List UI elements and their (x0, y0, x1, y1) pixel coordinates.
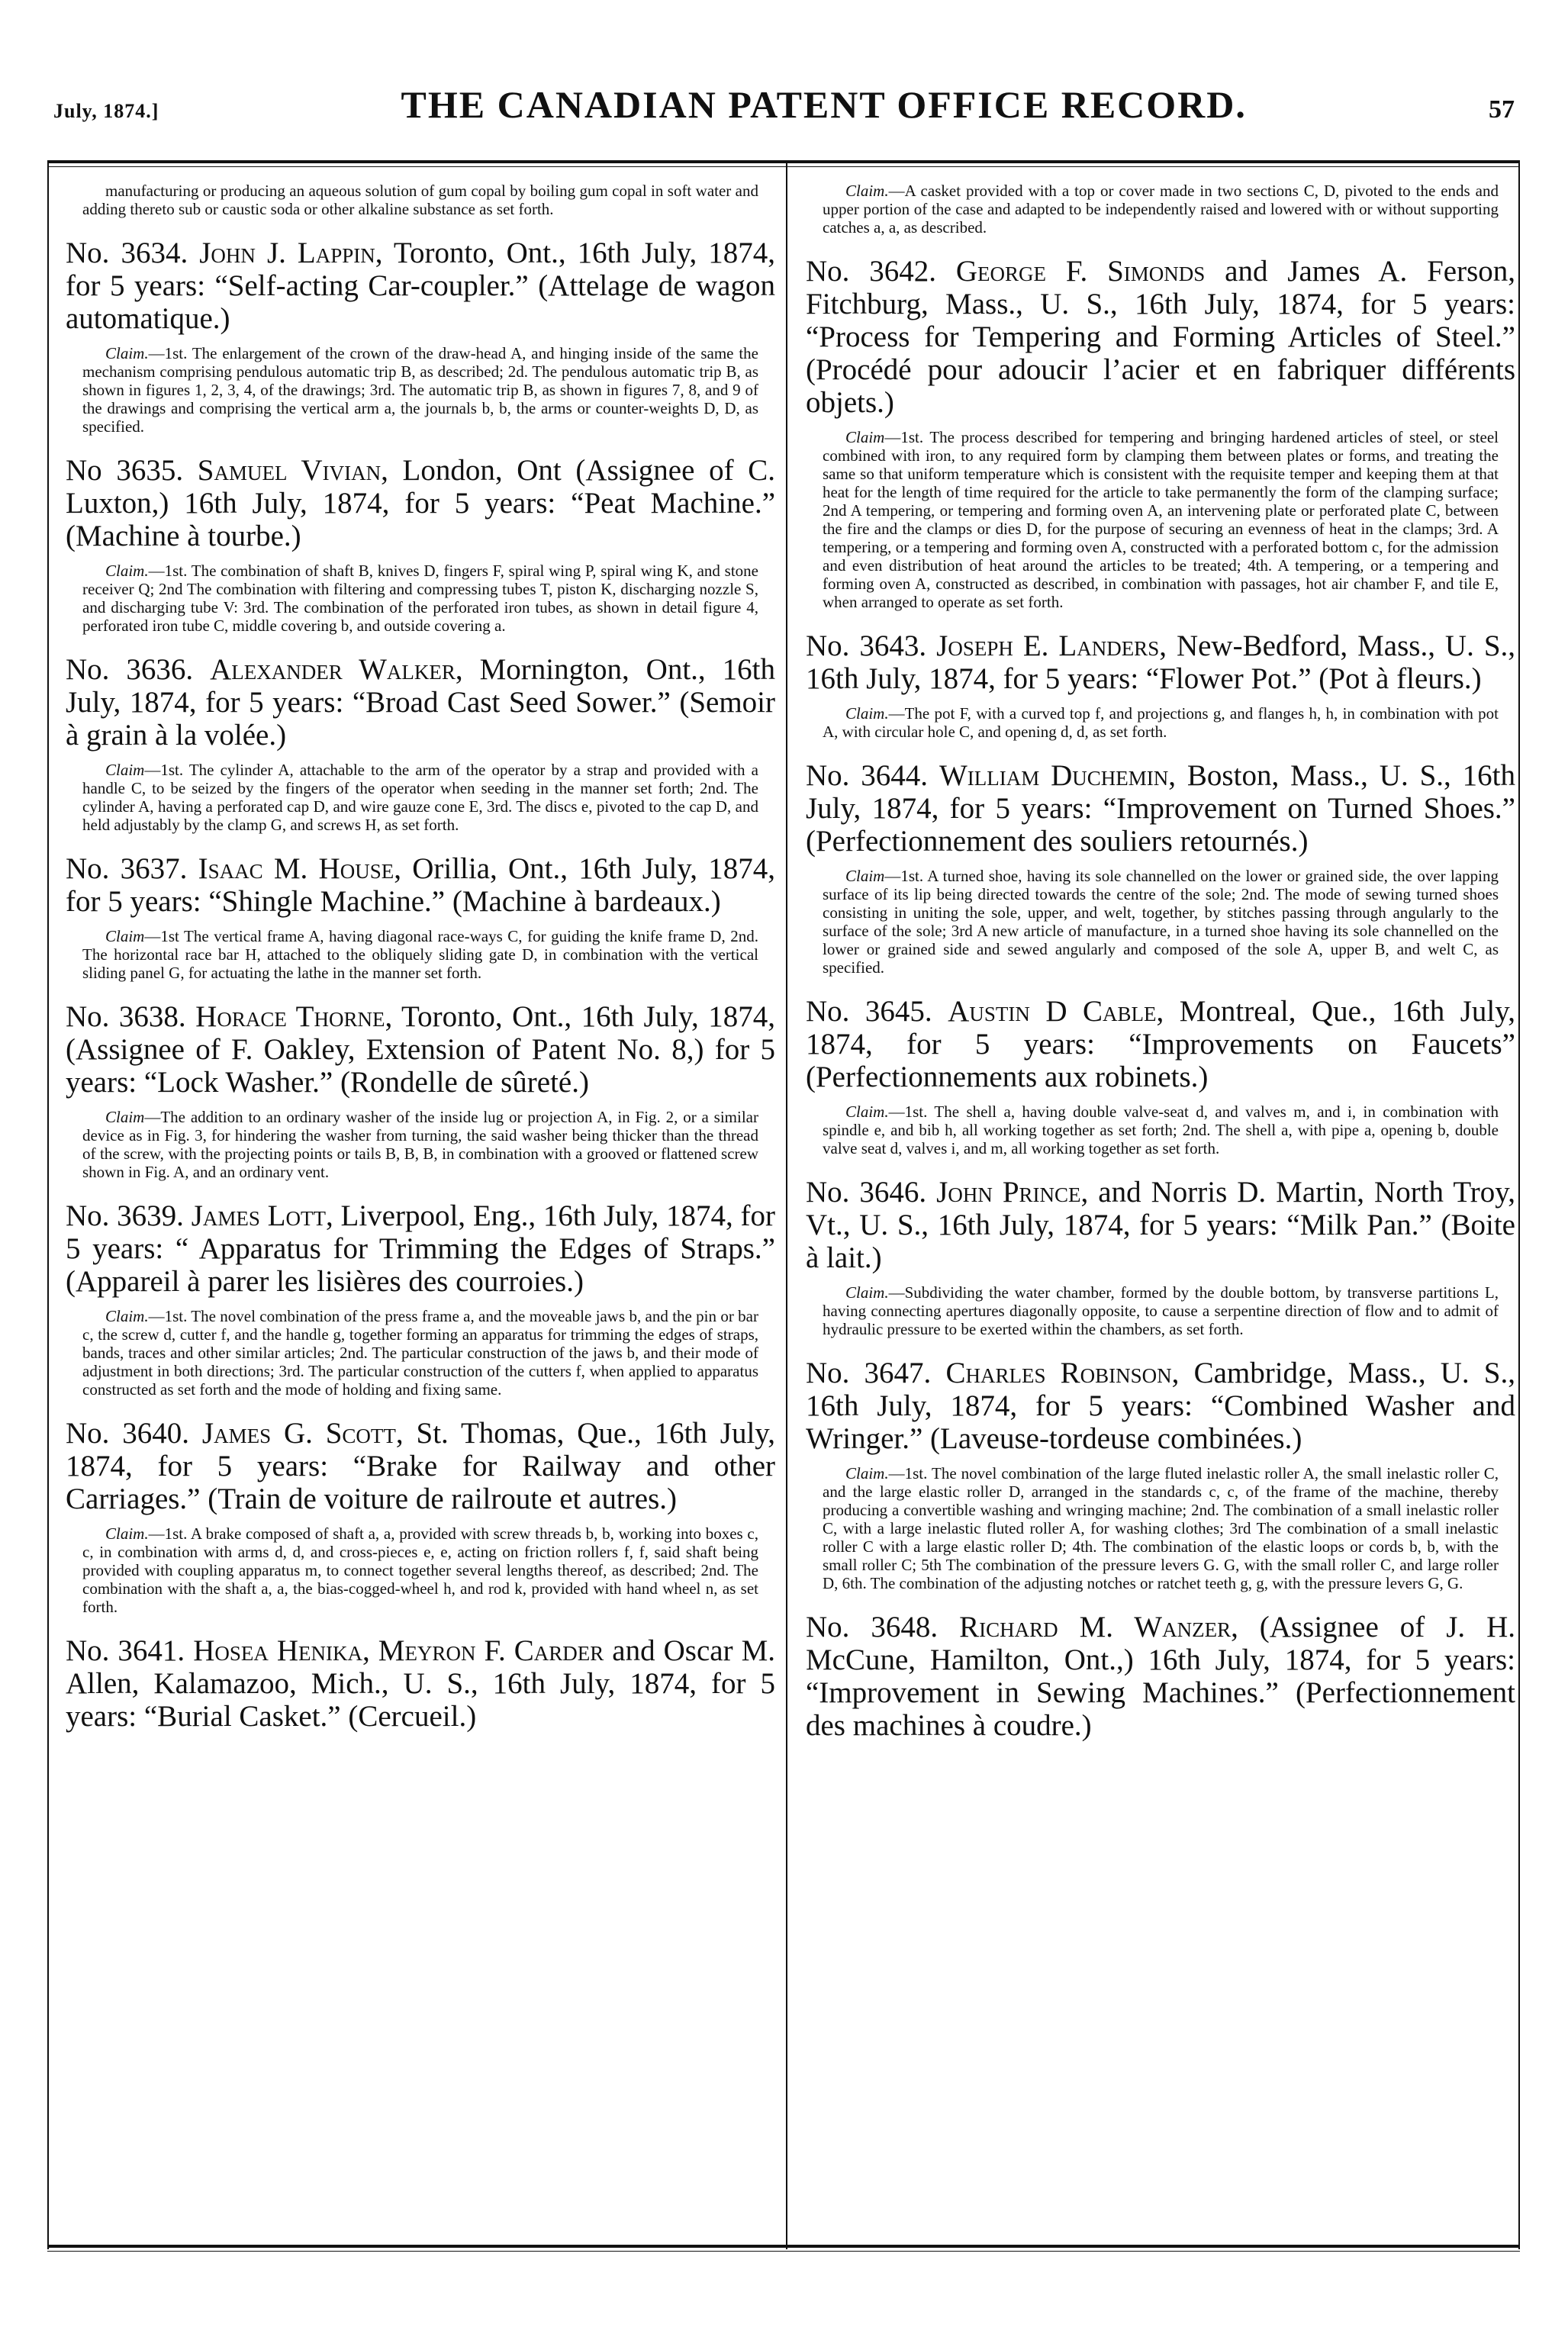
claim-text (66, 182, 775, 218)
patent-details: , Mornington, Ont., 16th July, 1874, for 5 years: “Broad Cast Seed Sower.” (Semoir à grain à la volée.) (66, 653, 775, 752)
patentee-name: John Prince (936, 1176, 1081, 1209)
patent-heading (806, 995, 1515, 1093)
patentee-name: Austin D Cable (948, 995, 1157, 1028)
claim-text (66, 1307, 775, 1399)
right-border (1518, 163, 1520, 2249)
left-border (47, 163, 49, 2249)
claim-label: Claim (845, 428, 885, 446)
claim-label: Claim. (845, 1103, 889, 1121)
patent-entry (806, 1611, 1515, 1742)
patent-details: , and Norris D. Martin, North Troy, Vt., U. S., 16th July, 1874, for 5 years: “Milk Pan.” (Boite à lait.) (806, 1176, 1515, 1274)
patent-entry (66, 1634, 775, 1733)
patentee-name: Horace Thorne (195, 1000, 385, 1033)
patent-heading (66, 1634, 775, 1733)
patentee-name: Hosea Henika, Meyron F. Carder (193, 1634, 604, 1667)
patent-number: No. 3638. (66, 1000, 186, 1033)
claim-label: Claim. (845, 704, 889, 723)
claim-label: Claim (105, 927, 145, 945)
patent-details: , Boston, Mass., U. S., 16th July, 1874, for 5 years: “Improvement on Turned Shoes.” (Perfectionnement des souliers retournés.) (806, 759, 1516, 858)
claim-text (806, 1103, 1515, 1157)
patentee-name: Isaac M. House (198, 852, 394, 885)
claim-text (806, 1464, 1515, 1592)
patent-number: No. 3643. (806, 629, 927, 662)
page-header (53, 82, 1515, 136)
claim-body: —1st. A brake composed of shaft a, a, provided with screw threads b, b, working into boxes c, c, in combination with arms d, d, and cross-pieces e, e, acting on friction rollers f, f, said shaft being provided with coupling apparatus m, to connect together several lengths thereof, as described; 2nd. The combination with the shaft a, a, the bias-cogged-wheel h, and rod k, provided with hand wheel n, as set forth. (82, 1524, 758, 1616)
claim-body: —1st. The enlargement of the crown of the draw-head A, and hinging inside of the same the mechanism comprising pendulous automatic trip B, as described; 2d. The pendulous automatic trip B, as shown in figures 1, 2, 3, 4, of the drawings; 3rd. The automatic trip B, as shown in figures 7, 8, and 9 of the drawings and comprising the vertical arm a, the journals b, b, the arms or counter-weights D, D, as specified. (82, 344, 758, 436)
patent-heading (66, 454, 775, 552)
patent-entry (66, 1000, 775, 1181)
patent-entry (806, 1176, 1515, 1338)
claim-text (66, 927, 775, 982)
claim-body: —A casket provided with a top or cover made in two sections C, D, pivoted to the ends and upper portion of the case and adapted to be independently raised and lowered with or without supporting catches a, a, as described. (823, 182, 1499, 237)
claim-body: —1st. The cylinder A, attachable to the arm of the operator by a strap and provided with a handle C, to be seized by the fingers of the operator when seeding in the manner set forth; 2nd. The cylinder A, having a perforated cap D, and wire gauze cone E, 3rd. The discs e, pivoted to the cap D, and held adjustably by the clamp G, and screws H, as set forth. (82, 761, 758, 834)
patentee-name: James G. Scott (201, 1417, 396, 1450)
patentee-name: William Duchemin (939, 759, 1169, 792)
patent-number: No. 3639. (66, 1199, 184, 1232)
claim-body: —Subdividing the water chamber, formed by the double bottom, by transverse partitions L, having connecting apertures diagonally opposite, to cause a serpentine direction of flow and to admit of hydraulic pressure to be exerted within the chambers, as set forth. (823, 1283, 1499, 1338)
bottom-rule (47, 2245, 1520, 2248)
patent-number: No. 3646. (806, 1176, 927, 1209)
patent-heading (66, 1417, 775, 1515)
column-divider (786, 163, 787, 2249)
patent-entry (66, 237, 775, 436)
patent-heading (806, 255, 1515, 419)
claim-text (806, 704, 1515, 741)
patentee-name: Alexander Walker (210, 653, 456, 686)
claim-body: —The pot F, with a curved top f, and projections g, and flanges h, h, in combination with pot A, with circular hole C, and opening d, d, as set forth. (823, 704, 1499, 741)
patent-entry (806, 759, 1515, 977)
patentee-name: George F. Simonds (955, 255, 1206, 288)
patent-heading (66, 653, 775, 752)
patent-heading (66, 237, 775, 335)
patent-heading (66, 852, 775, 918)
claim-body: —1st. The novel combination of the press frame a, and the moveable jaws b, and the pin or bar c, the screw d, cutter f, and the handle g, together forming an apparatus for trimming the edges of straps, bands, traces and other similar articles; 2nd. The particular construction of the jaws b, and their mode of adjustment in both directions; 3rd. The particular construction of the cutters f, when applied to apparatus constructed as set forth and the mode of holding and fixing same. (82, 1307, 758, 1399)
patent-entry (66, 1199, 775, 1399)
patent-number: No. 3647. (806, 1357, 932, 1389)
claim-body: —The addition to an ordinary washer of the inside lug or projection A, in Fig. 2, or a similar device as in Fig. 3, for hindering the washer from turning, the said washer being thicker than the thread of the screw, with the projecting points or tails B, B, B, in combination with a grooved or flattened screw shown in Fig. A, and an ordinary vent. (82, 1108, 758, 1181)
claim-body: —1st. The novel combination of the large fluted inelastic roller A, the small inelastic roller C, and the large elastic roller D, arranged in the standards c, c, of the frame of the machine, thereby producing a convertible washing and wringing machine; 2nd. The combination of a small inelastic roller C, with a large inelastic fluted roller A, for washing clothes; 3rd The combination of a small inelastic roller C with a large elastic roller D; 4th. The combination of the elastic loops or cords b, b, with the small roller C; 5th The combination of the pressure levers G. G, with the small roller C, and large roller D, 6th. The combination of the adjusting notches or ratchet teeth g, g, with the pressure levers G, G. (823, 1464, 1499, 1592)
claim-label: Claim (105, 1108, 145, 1126)
claim-body: —1st. A turned shoe, having its sole channelled on the lower or grained side, the over lapping surface of its lip being directed towards the centre of the sole; 2nd. The mode of sewing turned shoes consisting in uniting the sole, upper, and welt, together, by stitches passing through angularly to the surface of the sole; 3rd A new article of manufacture, in a turned shoe having its sole channelled on the lower or grained side and sewed angularly and composed of the sole A, upper B, and welt C, as specified. (823, 867, 1499, 977)
claim-label: Claim. (105, 1524, 149, 1543)
patent-details: , Liverpool, Eng., 16th July, 1874, for 5 years: “ Apparatus for Trimming the Edges of Straps.” (Appareil à parer les lisières des courroies.) (66, 1199, 776, 1298)
patent-number: No 3635. (66, 454, 184, 487)
claim-label: Claim. (105, 344, 149, 362)
claim-text (66, 344, 775, 436)
patent-entry (806, 995, 1515, 1157)
header-title: THE CANADIAN PATENT OFFICE RECORD. (401, 83, 1247, 126)
claim-label: Claim. (845, 1283, 889, 1302)
claim-body: —1st The vertical frame A, having diagonal race-ways C, for guiding the knife frame D, 2nd. The horizontal race bar H, attached to the obliquely sliding gate D, in combination with the vertical sliding panel G, for actuating the lathe in the manner set forth. (82, 927, 758, 982)
patentee-name: Joseph E. Landers (936, 629, 1160, 662)
claim-body: —1st. The process described for tempering and bringing hardened articles of steel, or steel combined with iron, to any required form by clamping them between plates or forms, and treating the same so that uniform temperature which is consistent with the requisite temper and keeping them at that heat for the length of time required for the article to take permanently the form of the clamping surface; 2nd A tempering, or tempering and forming oven A, an intervening plate or perforated plate C, between the fire and the clamps or dies D, for the purpose of securing an evenness of heat in the clamps; 3rd. A tempering, or a tempering and forming oven A, constructed with a perforated bottom c, for the admission and even distribution of heat around the articles to be treated; 4th. A tempering, or a tempering and forming oven A, constructed as described, in combination with passages, hot air chamber F, and tile E, when arranged to operate as set forth. (823, 428, 1499, 611)
patentee-name: James Lott (191, 1199, 326, 1232)
patent-details: and James A. Ferson, Fitchburg, Mass., U. S., 16th July, 1874, for 5 years: “Process for Tempering and Forming Articles of Steel.” (Procédé pour adoucir l’acier et en fabriquer différents objets.) (806, 255, 1515, 419)
claim-text (806, 867, 1515, 977)
patent-number: No. 3641. (66, 1634, 185, 1667)
bottom-rule-thin (47, 2251, 1520, 2252)
patentee-name: Samuel Vivian (197, 454, 382, 487)
header-date: July, 1874.] (53, 100, 159, 122)
patent-heading (806, 759, 1515, 858)
claim-text (66, 1108, 775, 1181)
claim-label: Claim (105, 761, 145, 779)
claim-body: —1st. The shell a, having double valve-seat d, and valves m, and i, in combination with spindle e, and bib h, all working together as set forth; 2nd. The shell a, with pipe a, opening b, double valve seat d, valves i, and m, all working together as set forth. (823, 1103, 1499, 1157)
top-rule-thin (47, 166, 1520, 167)
patent-details: , Orillia, Ont., 16th July, 1874, for 5 years: “Shingle Machine.” (Machine à bardeaux.) (66, 852, 776, 918)
patent-entry (66, 653, 775, 834)
claim-text (806, 428, 1515, 611)
claim-text (66, 1524, 775, 1616)
patent-heading (806, 629, 1515, 695)
patent-heading (66, 1199, 775, 1298)
patent-number: No. 3644. (806, 759, 929, 792)
patent-details: , New-Bedford, Mass., U. S., 16th July, 1874, for 5 years: “Flower Pot.” (Pot à fleurs.) (806, 629, 1516, 695)
claim-text (66, 761, 775, 834)
patent-entry (806, 255, 1515, 611)
patent-entry (806, 629, 1515, 741)
right-column (806, 182, 1515, 1760)
patent-details: , Toronto, Ont., 16th July, 1874, (Assignee of F. Oakley, Extension of Patent No. 8,) for 5 years: “Lock Washer.” (Rondelle de sûreté.) (66, 1000, 775, 1099)
patent-details: , Toronto, Ont., 16th July, 1874, for 5 years: “Self-acting Car-coupler.” (Attelage de wagon automatique.) (66, 237, 775, 335)
patent-details: , London, Ont (Assignee of C. Luxton,) 16th July, 1874, for 5 years: “Peat Machine.” (Machine à tourbe.) (66, 454, 775, 552)
patent-details: , Cambridge, Mass., U. S., 16th July, 1874, for 5 years: “Combined Washer and Wringer.” (Laveuse-tordeuse combinées.) (806, 1357, 1515, 1455)
patent-number: No. 3640. (66, 1417, 190, 1450)
continued-entry (66, 182, 775, 218)
patent-number: No. 3648. (806, 1611, 939, 1643)
patent-entry (806, 1357, 1515, 1592)
patentee-name: Charles Robinson (945, 1357, 1172, 1389)
patent-number: No. 3634. (66, 237, 188, 269)
patent-details: , Montreal, Que., 16th July, 1874, for 5 years: “Improvements on Faucets” (Perfectionnements aux robinets.) (806, 995, 1515, 1093)
patent-details: , (Assignee of J. H. McCune, Hamilton, Ont.,) 16th July, 1874, for 5 years: “Improvement in Sewing Machines.” (Perfectionnement des machines à coudre.) (806, 1611, 1516, 1742)
patent-number: No. 3645. (806, 995, 932, 1028)
patent-number: No. 3642. (806, 255, 937, 288)
patent-details: and Oscar M. Allen, Kalamazoo, Mich., U. S., 16th July, 1874, for 5 years: “Burial Casket.” (Cercueil.) (66, 1634, 776, 1733)
patent-heading (66, 1000, 775, 1099)
patent-number: No. 3637. (66, 852, 188, 885)
patent-heading (806, 1357, 1515, 1455)
claim-label: Claim. (105, 562, 149, 580)
page-number: 57 (1489, 95, 1515, 124)
claim-label: Claim (845, 867, 885, 885)
patent-entry (66, 852, 775, 982)
continued-entry (806, 182, 1515, 237)
claim-text (806, 1283, 1515, 1338)
patent-heading (806, 1611, 1515, 1742)
patent-details: , St. Thomas, Que., 16th July, 1874, for 5 years: “Brake for Railway and other Carriages.” (Train de voiture de railroute et autres.) (66, 1417, 775, 1515)
patentee-name: Richard M. Wanzer (959, 1611, 1232, 1643)
claim-body: manufacturing or producing an aqueous solution of gum copal by boiling gum copal in soft water and adding thereto sub or caustic soda or other alkaline substance as set forth. (82, 182, 758, 218)
left-column (66, 182, 775, 1751)
claim-text (806, 182, 1515, 237)
claim-label: Claim. (845, 182, 889, 200)
patentee-name: John J. Lappin (199, 237, 375, 269)
claim-label: Claim. (105, 1307, 149, 1325)
patent-heading (806, 1176, 1515, 1274)
patent-entry (66, 1417, 775, 1616)
top-rule (47, 160, 1520, 163)
claim-text (66, 562, 775, 635)
claim-body: —1st. The combination of shaft B, knives D, fingers F, spiral wing P, spiral wing K, and stone receiver Q; 2nd The combination with filtering and compressing tubes T, piston K, discharging nozzle S, and discharging tube V: 3rd. The combination of the perforated iron tubes, as shown in detail figure 4, perforated iron tube C, middle covering b, and outside covering a. (82, 562, 758, 635)
claim-label: Claim. (845, 1464, 889, 1482)
patent-entry (66, 454, 775, 635)
patent-number: No. 3636. (66, 653, 194, 686)
